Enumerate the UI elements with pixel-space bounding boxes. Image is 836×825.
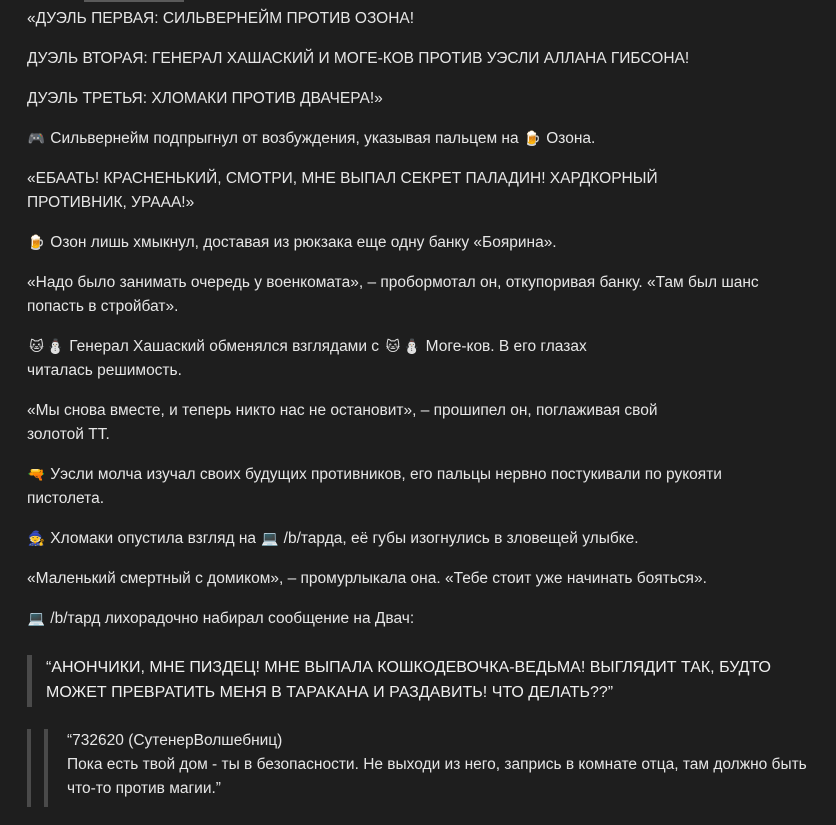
pistol-icon: 🔫 (27, 467, 46, 483)
general-text-c: читалась решимость. (27, 362, 182, 379)
general-text-a: Генерал Хашаский обменялся взглядами с (65, 338, 384, 355)
cat-icon: 🐱 (29, 339, 44, 355)
ozon-paragraph (27, 231, 807, 255)
silvername-quote: «ЕБААТЬ! КРАСНЕНЬКИЙ, СМОТРИ, МНЕ ВЫПАЛ СЕКРЕТ ПАЛАДИН! ХАРДКОРНЫЙ ПРОТИВНИК, УРААА!» (27, 170, 658, 211)
ozon-text: Озон лишь хмыкнул, доставая из рюкзака еще одну банку «Боярина». (46, 234, 557, 251)
dvach-reply-quote (27, 729, 807, 801)
btard-text: /b/тард лихорадочно набирал сообщение на Двач: (46, 610, 415, 627)
reply-header (67, 729, 807, 753)
dvach-post-text: “АНОНЧИКИ, МНЕ ПИЗДЕЦ! МНЕ ВЫПАЛА КОШКОДЕВОЧКА-ВЕДЬМА! ВЫГЛЯДИТ ТАК, БУДТО МОЖЕТ ПРЕВРАТИТЬ МЕНЯ В ТАРАКАНА И РАЗДАВИТЬ! ЧТО ДЕЛАТЬ??” (46, 659, 771, 701)
ozon-quote: «Надо было занимать очередь у военкомата», – пробормотал он, откупоривая банку. «Там был шанс попасть в стройбат». (27, 274, 759, 315)
reply-author: (СутенерВолшебниц) (123, 732, 283, 749)
wesley-text: Уэсли молча изучал своих будущих противников, его пальцы нервно постукивали по рукояти пистолета. (27, 466, 722, 507)
btard-paragraph (27, 607, 807, 631)
snowman-icon: ⛄ (403, 339, 421, 355)
outer-quote-bar (27, 729, 31, 807)
duel-three-line: ДУЭЛЬ ТРЕТЬЯ: ХЛОМАКИ ПРОТИВ ДВАЧЕРА!» (27, 90, 383, 107)
hlomaki-text-a: Хломаки опустила взгляд на (46, 530, 261, 547)
top-divider (84, 0, 184, 2)
reply-number: “732620 (67, 732, 124, 749)
wesley-paragraph (27, 463, 727, 511)
snowman-icon: ⛄ (46, 339, 65, 355)
general-paragraph (27, 335, 807, 383)
silvername-paragraph (27, 127, 807, 151)
beer-icon: 🍺 (27, 235, 46, 251)
hlomaki-paragraph (27, 527, 807, 551)
dvach-post-quote (27, 655, 786, 705)
general-text-b: Моге-ков. В его глазах (421, 338, 587, 355)
laptop-icon: 💻 (27, 611, 46, 627)
silvername-text-a: Сильвернейм подпрыгнул от возбуждения, указывая пальцем на (46, 130, 523, 147)
duel-one-line: «ДУЭЛЬ ПЕРВАЯ: СИЛЬВЕРНЕЙМ ПРОТИВ ОЗОНА! (27, 10, 415, 27)
hlomaki-text-b: /b/тарда, её губы изогнулись в зловещей улыбке. (279, 530, 639, 547)
story-content (27, 7, 807, 801)
inner-quote-bar (44, 729, 48, 807)
silvername-text-b: Озона. (541, 130, 596, 147)
beer-icon: 🍺 (523, 131, 542, 147)
witch-icon: 🧙 (27, 531, 46, 547)
hlomaki-quote: «Маленький смертный с домиком», – промурлыкала она. «Тебе стоит уже начинать бояться». (27, 570, 707, 587)
duel-two-line: ДУЭЛЬ ВТОРАЯ: ГЕНЕРАЛ ХАШАСКИЙ И МОГЕ-КОВ ПРОТИВ УЭСЛИ АЛЛАНА ГИБСОНА! (27, 50, 690, 67)
reply-text: Пока есть твой дом - ты в безопасности. Не выходи из него, запрись в комнате отца, там должно быть что-то против магии.” (67, 756, 807, 797)
laptop-icon: 💻 (261, 531, 279, 547)
gamepad-icon: 🎮 (27, 131, 46, 147)
general-quote: «Мы снова вместе, и теперь никто нас не остановит», – прошипел он, поглаживая свой золотой ТТ. (27, 402, 658, 443)
cat-icon: 🐱 (385, 339, 401, 355)
